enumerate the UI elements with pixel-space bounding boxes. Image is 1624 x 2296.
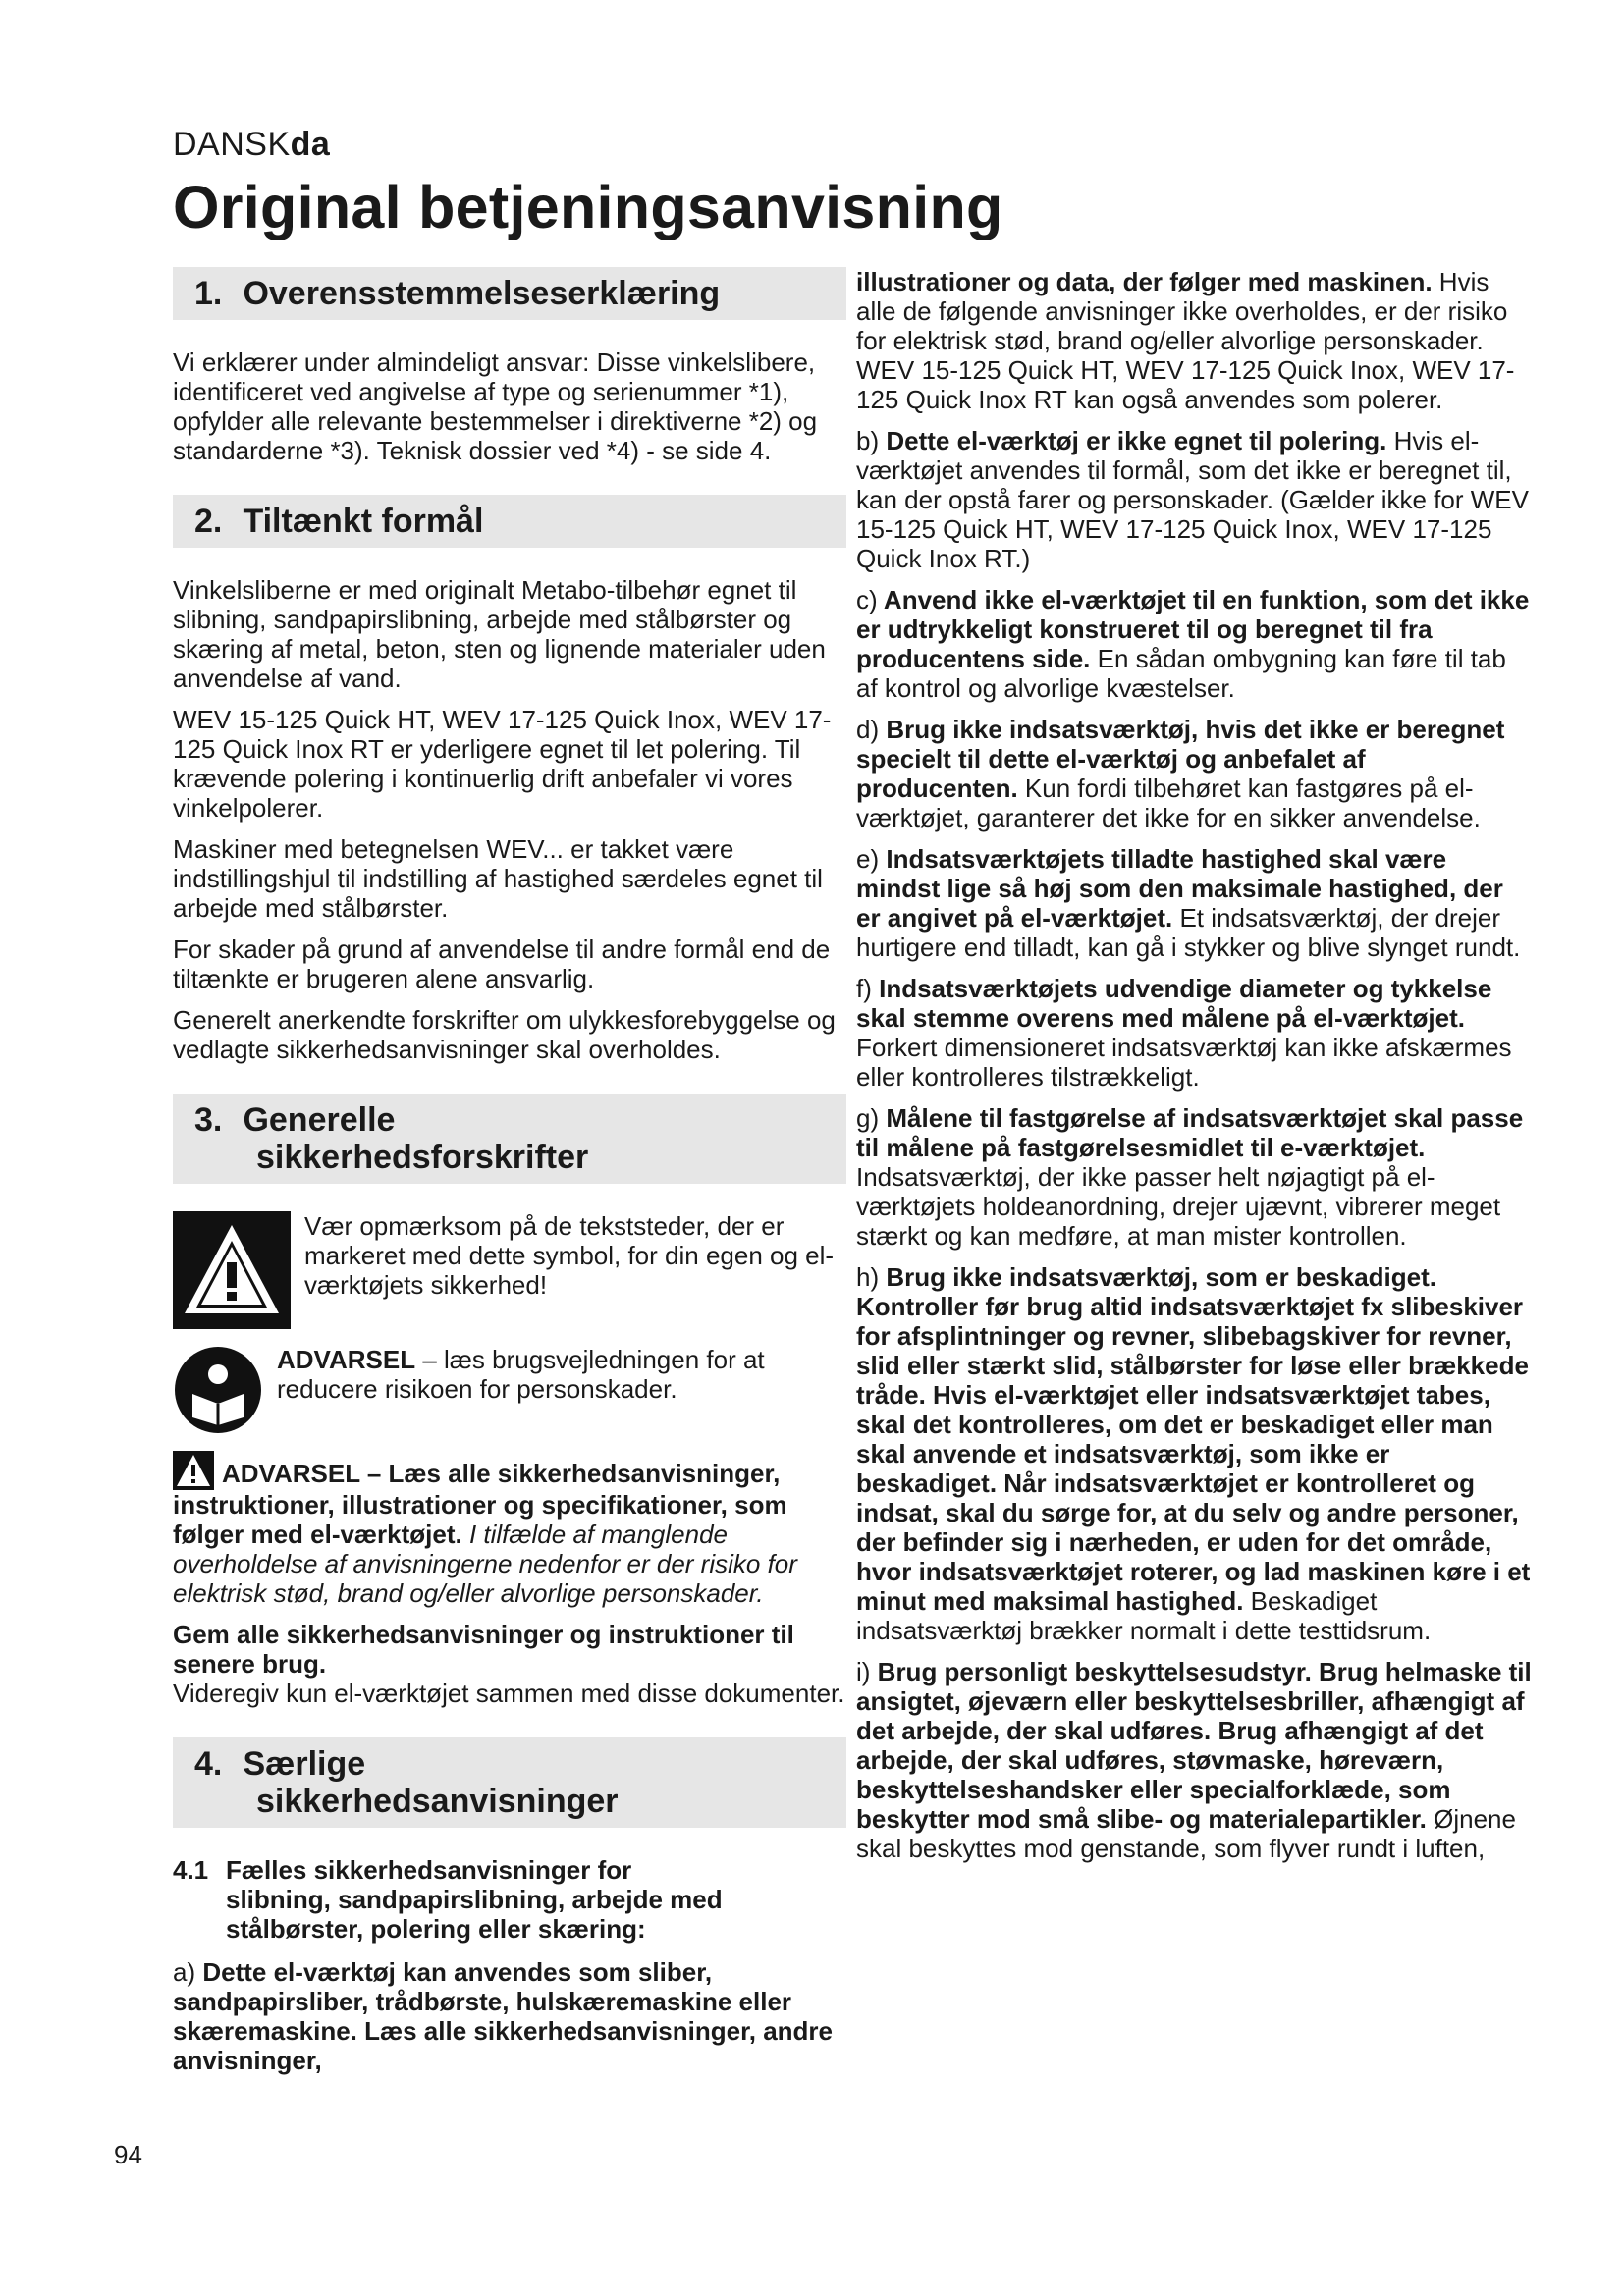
item-b: b) Dette el-værktøj er ikke egnet til polering. Hvis el-værktøjet anvendes til formål, som det ikke er beregnet til, kan der opstå farer og personskader. (Gælder ikke for WEV 15-125 Quick HT, WEV 17-125 Quick Inox, WEV 17-125 Quick Inox RT.)	[856, 426, 1529, 573]
warning-triangle-icon	[173, 1211, 291, 1329]
language-name: DANSK	[173, 126, 291, 163]
manual-warning	[173, 1345, 846, 1435]
subsection-heading	[173, 1855, 846, 1944]
page-title: Original betjeningsanvisning	[173, 174, 1003, 240]
section-heading-4	[173, 1737, 846, 1828]
paragraph: Maskiner med betegnelsen WEV... er takket være indstillingshjul til indstilling af hastighed særdeles egnet til arbejde med stålbørster.	[173, 834, 823, 923]
section-title-line1: Generelle	[243, 1101, 396, 1139]
item-c: c) Anvend ikke el-værktøjet til en funktion, som det ikke er udtrykkeligt konstrueret til og beregnet til fra producentens side. En sådan ombygning kan føre til tab af kontrol og alvorlige kvæstelser.	[856, 585, 1530, 703]
language-label	[173, 126, 330, 164]
section-heading-2	[173, 495, 846, 548]
small-warning-icon	[173, 1451, 214, 1490]
read-manual-icon	[173, 1345, 263, 1435]
section-title: Overensstemmelseserklæring	[243, 275, 721, 312]
right-column	[856, 267, 1534, 1875]
section-number: 1.	[194, 275, 223, 312]
left-column	[173, 267, 846, 2087]
keep-instructions: Gem alle sikkerhedsanvisninger og instruktioner til senere brug. Videregiv kun el-værktøjet sammen med disse dokumenter.	[173, 1620, 845, 1708]
subsection-title-line1: Fælles sikkerhedsanvisninger for	[226, 1855, 632, 1885]
item-g: g) Målene til fastgørelse af indsatsværktøjet skal passe til målene på fastgørelsesmidlet til e-værktøjet. Indsatsværktøj, der ikke passer helt nøjagtigt på el-værktøjets holdeanordning, drejer ujævnt, vibrerer meget stærkt og kan medføre, at man mister kontrollen.	[856, 1103, 1524, 1251]
paragraph: Vinkelsliberne er med originalt Metabo-tilbehør egnet til slibning, sandpapirslibning, arbejde med stålbørster og skæring af metal, beton, sten og lignende materialer uden anvendelse af vand.	[173, 575, 826, 693]
paragraph: Vi erklærer under almindeligt ansvar: Disse vinkelslibere, identificeret ved angivelse af type og serienummer *1), opfylder alle relevante bestemmelser i direktiverne *2) og standarderne *3). Teknisk dossier ved *4) - se side 4.	[173, 347, 818, 465]
section-title: Tiltænkt formål	[243, 503, 484, 540]
warning-symbol-text: Vær opmærksom på de tekststeder, der er markeret med dette symbol, for din egen og el-værktøjets sikkerhed!	[304, 1211, 835, 1300]
item-f: f) Indsatsværktøjets udvendige diameter og tykkelse skal stemme overens med målene på el-værktøjet. Forkert dimensioneret indsatsværktøj kan ikke afskærmes eller kontrolleres tilstrækkeligt.	[856, 974, 1512, 1092]
section-heading-1	[173, 267, 846, 320]
section-number: 2.	[194, 503, 223, 540]
subsection-number: 4.1	[173, 1855, 209, 1885]
warning-symbol-note	[173, 1211, 846, 1329]
language-code: da	[290, 126, 331, 163]
section-number: 3.	[194, 1101, 223, 1139]
item-a: a) Dette el-værktøj kan anvendes som sliber, sandpapirsliber, trådbørste, hulskæremaskine eller skæremaskine. Læs alle sikkerhedsanvisninger, andre anvisninger,	[173, 1957, 834, 2075]
item-a-continued: illustrationer og data, der følger med maskinen. Hvis alle de følgende anvisninger ikke overholdes, er der risiko for elektrisk stød, brand og/eller alvorlige personskader. WEV 15-125 Quick HT, WEV 17-125 Quick Inox, WEV 17-125 Quick Inox RT kan også anvendes som polerer.	[856, 267, 1515, 414]
read-all-warning: ADVARSEL – Læs alle sikkerhedsanvisninger, instruktioner, illustrationer og specifikationer, som følger med el-værktøjet. I tilfælde af manglende overholdelse af anvisningerne nedenfor er der risiko for elektrisk stød, brand og/eller alvorlige personskader.	[173, 1451, 846, 1608]
item-d: d) Brug ikke indsatsværktøj, hvis det ikke er beregnet specielt til dette el-værktøj og anbefalet af producenten. Kun fordi tilbehøret kan fastgøres på el-værktøjet, garanterer det ikke for en sikker anvendelse.	[856, 715, 1505, 832]
item-e: e) Indsatsværktøjets tilladte hastighed skal være mindst lige så høj som den maksimale hastighed, der er angivet på el-værktøjet. Et indsatsværktøj, der drejer hurtigere end tilladt, kan gå i stykker og blive slynget rundt.	[856, 844, 1521, 962]
section-number: 4.	[194, 1745, 223, 1783]
manual-warning-text: ADVARSEL – læs brugsvejledningen for at reducere risikoen for personskader.	[277, 1345, 765, 1404]
item-h: h) Brug ikke indsatsværktøj, som er beskadiget. Kontroller før brug altid indsatsværktøjet fx slibeskiver for afsplintninger og revner, slibebagskiver for revner, slid eller stærkt slid, stålbørster for løse eller brækkede tråde. Hvis el-værktøjet eller indsatsværktøjet tabes, skal det kontrolleres, om det er beskadiget eller man skal anvende et indsatsværktøj, som ikke er beskadiget. Når indsatsværktøjet er kontrolleret og indsat, skal du sørge for, at du selv og andre personer, der befinder sig i nærheden, er uden for det område, hvor indsatsværktøjet roterer, og lad maskinen køre i et minut med maksimal hastighed. Beskadiget indsatsværktøj brækker normalt i dette testtidsrum.	[856, 1262, 1531, 1645]
item-i: i) Brug personligt beskyttelsesudstyr. Brug helmaske til ansigtet, øjeværn eller beskyttelsesbriller, afhængigt af det arbejde, der skal udføres. Brug afhængigt af det arbejde, der skal udføres, støvmaske, høreværn, beskyttelseshandsker eller specialforklæde, som beskytter mod små slibe- og materialepartikler. Øjnene skal beskyttes mod genstande, som flyver rundt i luften,	[856, 1657, 1532, 1863]
paragraph: For skader på grund af anvendelse til andre formål end de tiltænkte er brugeren alene ansvarlig.	[173, 934, 831, 993]
section-title-line1: Særlige	[243, 1745, 366, 1783]
section-title-line2: sikkerhedsanvisninger	[256, 1783, 619, 1820]
section-heading-3	[173, 1094, 846, 1184]
section-title-line2: sikkerhedsforskrifter	[256, 1139, 589, 1176]
subsection-title-line2: slibning, sandpapirslibning, arbejde med stålbørster, polering eller skæring:	[226, 1885, 723, 1944]
paragraph: Generelt anerkendte forskrifter om ulykkesforebyggelse og vedlagte sikkerhedsanvisninger skal overholdes.	[173, 1005, 836, 1064]
page-number: 94	[114, 2140, 142, 2169]
paragraph: WEV 15-125 Quick HT, WEV 17-125 Quick Inox, WEV 17-125 Quick Inox RT er yderligere egnet til let polering. Til krævende polering i kontinuerlig drift anbefaler vi vores vinkelpolerer.	[173, 705, 832, 823]
